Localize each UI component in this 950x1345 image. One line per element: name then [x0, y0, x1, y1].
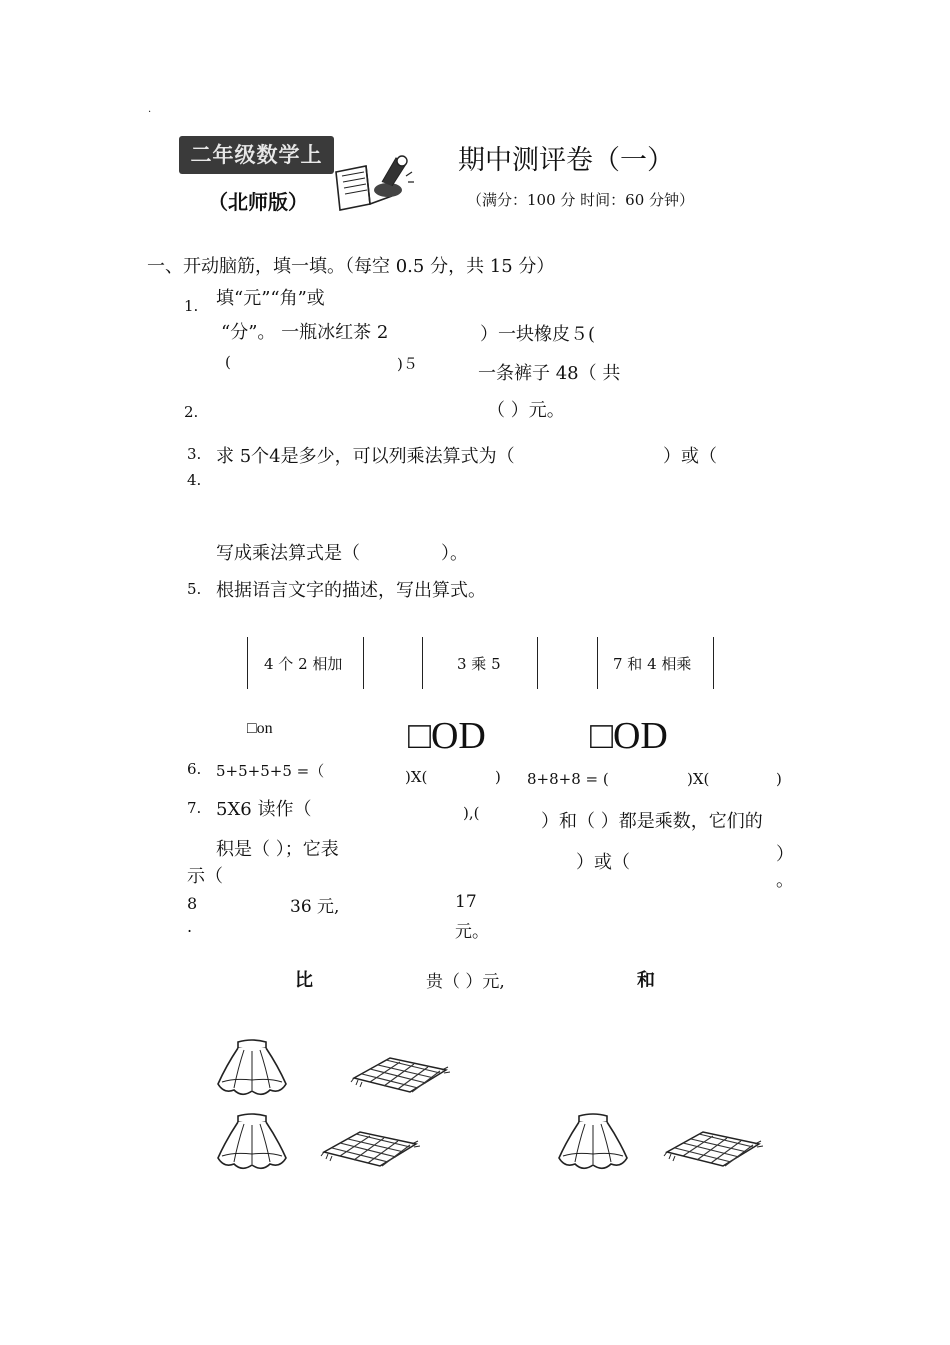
q1-right-line2: 一条裤子 48（ 共 — [478, 363, 621, 384]
q6-right: 8+8+8 = ( — [527, 770, 609, 788]
box-divider — [363, 637, 364, 689]
q7-line3: 示（ — [187, 866, 223, 887]
q7-line2-close: ） — [776, 844, 794, 865]
q7-tail: ）和（ ）都是乘数，它们的 — [541, 811, 763, 832]
q6-number: 6. — [187, 760, 202, 778]
scarf-icon — [663, 1122, 763, 1170]
q5-answer-1: □on — [247, 720, 273, 737]
q8-dot: . — [187, 917, 193, 936]
grade-badge: 二年级数学上 — [179, 136, 334, 174]
q6-right-close: ) — [776, 770, 782, 788]
q2-number: 2. — [184, 403, 199, 421]
q1-number: 1. — [184, 297, 199, 315]
q7-text: 5X6 读作（ — [216, 799, 312, 820]
edition-label: （北师版） — [208, 190, 308, 214]
q8-compare-3: 和 — [637, 970, 655, 991]
page-title: 期中测评卷（一） — [458, 145, 674, 176]
skirt-icon — [555, 1112, 631, 1174]
q4-number: 4. — [187, 471, 202, 489]
q1-right-line1: ）一块橡皮５( — [480, 324, 596, 345]
q7-line2-mid: ）或（ — [576, 852, 630, 873]
q5-number: 5. — [187, 580, 202, 598]
q1-blank-open: ( — [225, 353, 231, 371]
q7-mid: ),( — [463, 804, 480, 822]
q4-tail: ）。 — [441, 543, 468, 564]
book-lamp-icon — [330, 152, 415, 214]
box-divider — [713, 637, 714, 689]
q5-box-3: 7 和 4 相乘 — [613, 655, 692, 673]
section-heading: 一、开动脑筋，填一填。（每空 0.5 分，共 15 分） — [147, 256, 555, 277]
q7-line3-end: 。 — [776, 870, 794, 891]
skirt-icon — [214, 1112, 290, 1174]
q3-tail: ）或（ — [663, 446, 717, 467]
stray-dot: . — [148, 104, 152, 115]
q8-number: 8 — [187, 894, 198, 913]
q1-text-line2: “分”。 一瓶冰红茶 2 — [221, 322, 389, 343]
scarf-icon — [320, 1122, 420, 1170]
skirt-icon — [214, 1038, 290, 1100]
q8-price-a: 36 元, — [290, 897, 340, 917]
q5-box-1: 4 个 2 相加 — [264, 655, 343, 673]
q5-answer-2: □OD — [408, 715, 486, 757]
q5-box-2: 3 乘 5 — [457, 655, 501, 673]
q7-number: 7. — [187, 799, 202, 817]
q6-mid: )X( — [405, 768, 428, 786]
q1-text-line1: 填“元”“角”或 — [216, 288, 325, 309]
scarf-icon — [350, 1048, 450, 1096]
q5-answer-3: □OD — [590, 715, 668, 757]
q5-text: 根据语言文字的描述，写出算式。 — [216, 580, 486, 601]
box-divider — [537, 637, 538, 689]
q8-price-b: 17 — [455, 892, 477, 912]
page-subtitle: （满分：100 分 时间：60 分钟） — [467, 191, 695, 209]
q1-right-line3: （ ）元。 — [487, 400, 565, 421]
box-divider — [422, 637, 423, 689]
q6-right-mid: )X( — [687, 770, 710, 788]
q8-compare-2: 贵（ ）元, — [426, 972, 505, 992]
box-divider — [597, 637, 598, 689]
q4-text: 写成乘法算式是（ — [216, 543, 360, 564]
q3-number: 3. — [187, 445, 202, 463]
q3-text: 求 5个4是多少，可以列乘法算式为（ — [216, 446, 515, 467]
q1-blank-close: )５ — [397, 355, 418, 373]
q7-line2: 积是（ ）；它表 — [216, 839, 339, 860]
q6-mid-close: ) — [495, 768, 501, 786]
q8-price-b-unit: 元。 — [455, 922, 489, 942]
q6-left: 5+5+5+5 =（ — [216, 762, 325, 780]
box-divider — [247, 637, 248, 689]
q8-compare-1: 比 — [295, 970, 313, 991]
